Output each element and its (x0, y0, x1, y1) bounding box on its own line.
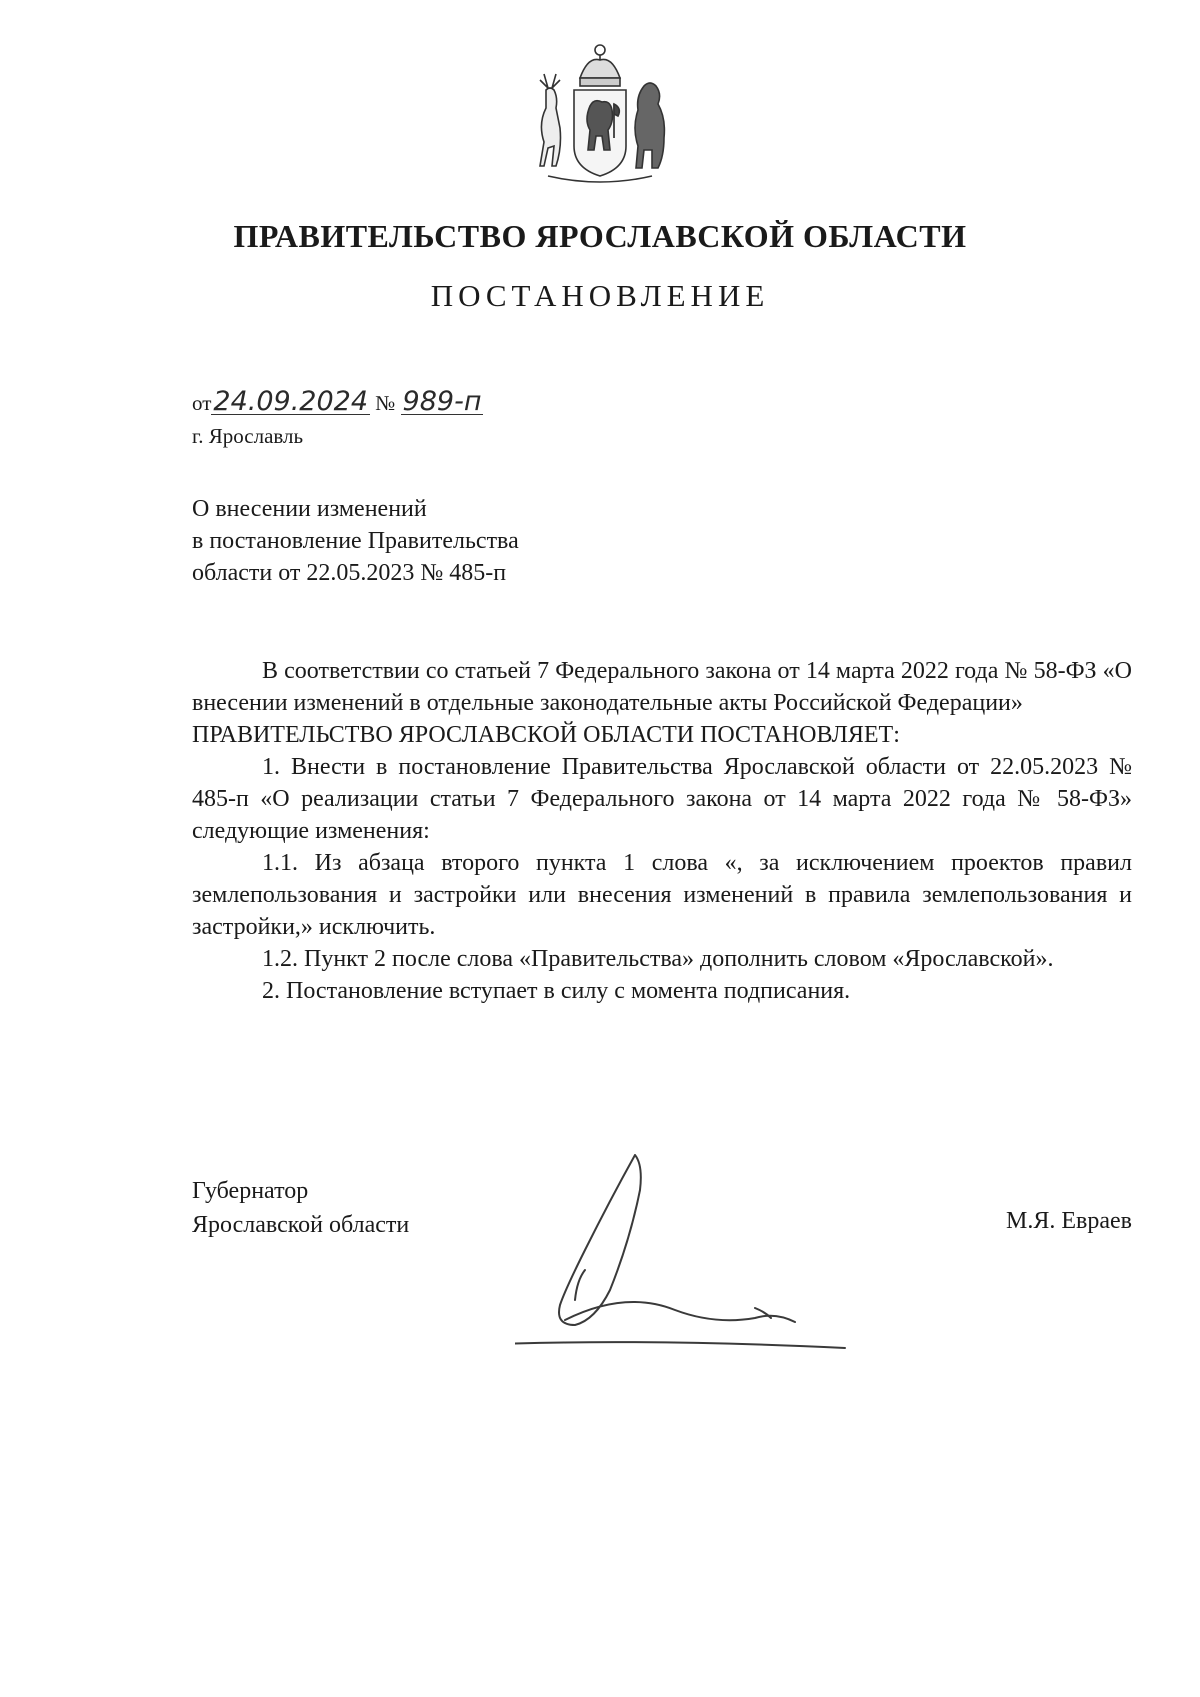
city: г. Ярославль (192, 424, 304, 448)
preamble-paragraph: В соответствии со статьей 7 Федерального закона от 14 марта 2022 года № 58-ФЗ «О внесении изменений в отдельные законодательные акты Российской Федерации» (192, 658, 1132, 716)
resolution-heading: ПРАВИТЕЛЬСТВО ЯРОСЛАВСКОЙ ОБЛАСТИ ПОСТАНОВЛЯЕТ: (192, 722, 900, 748)
document-body (192, 655, 1132, 1007)
subject-line: области от 22.05.2023 № 485-п (192, 560, 507, 586)
handwritten-signature (515, 1140, 915, 1370)
subject-line: О внесении изменений (192, 496, 427, 522)
item-1-1: 1.1. Из абзаца второго пункта 1 слова «, за исключением проектов правил землепользования и застройки или внесения изменений в правила землепользования и застройки,» исключить. (192, 850, 1132, 940)
item-2: 2. Постановление вступает в силу с момента подписания. (262, 978, 851, 1004)
item-1-2: 1.2. Пункт 2 после слова «Правительства» дополнить словом «Ярославской». (262, 946, 1054, 972)
position-line: Ярославской области (192, 1212, 410, 1238)
number-prefix: № (375, 391, 396, 415)
coat-of-arms-icon (518, 38, 682, 188)
handwritten-date: 24.09.2024 (213, 386, 368, 417)
date-prefix: от (192, 391, 212, 415)
item-1: 1. Внести в постановление Правительства Ярославской области от 22.05.2023 № 485-п «О реализации статьи 7 Федерального закона от 14 марта 2022 года № 58-ФЗ» следующие изменения: (192, 754, 1132, 844)
document-date-number (192, 386, 483, 417)
signer-position (192, 1174, 409, 1242)
organization-title: ПРАВИТЕЛЬСТВО ЯРОСЛАВСКОЙ ОБЛАСТИ (233, 218, 967, 254)
document-type: ПОСТАНОВЛЕНИЕ (430, 278, 770, 313)
subject-line: в постановление Правительства (192, 528, 519, 554)
document-subject (192, 493, 519, 589)
handwritten-number: 989-п (402, 386, 482, 417)
position-line: Губернатор (192, 1178, 309, 1204)
signer-name: М.Я. Евраев (1006, 1208, 1132, 1234)
